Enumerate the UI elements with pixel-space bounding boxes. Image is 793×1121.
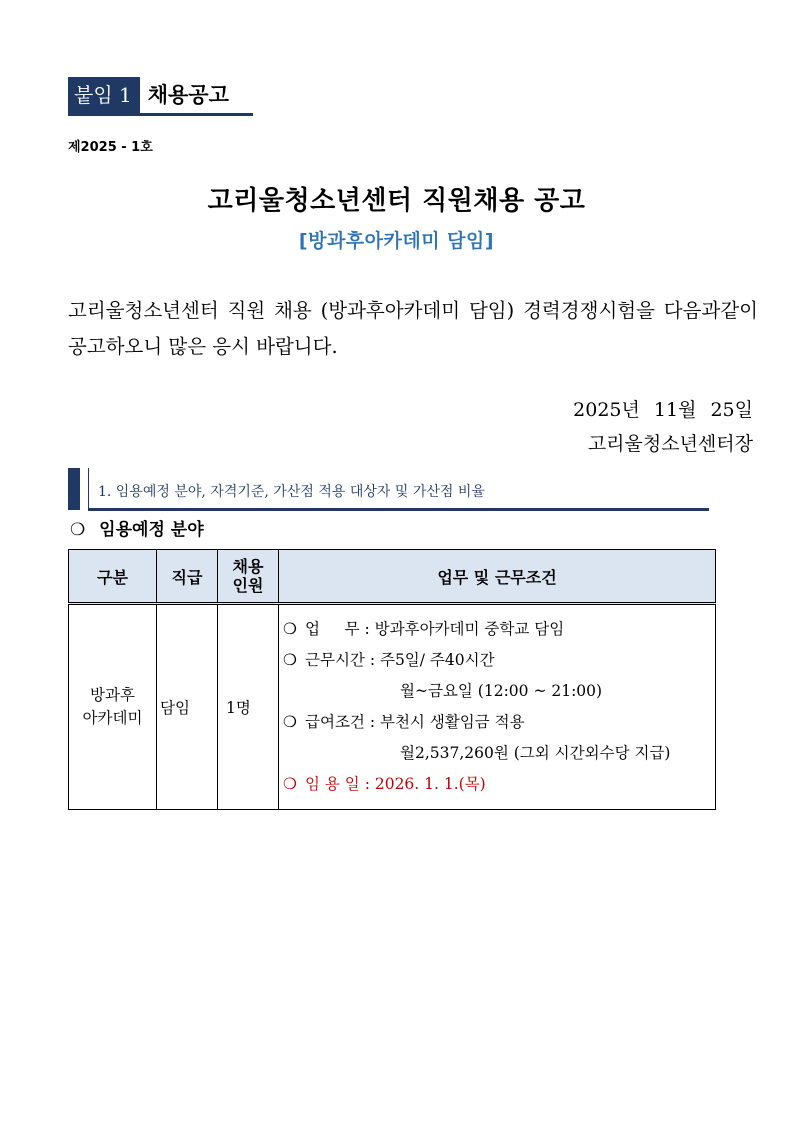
attachment-title: 채용공고 [147, 83, 229, 107]
duty-text: 급여조건 : 부천시 생활임금 적용 [305, 713, 525, 731]
document-number: 제2025 - 1호 [68, 140, 153, 155]
recruitment-table [68, 549, 716, 810]
table-header-row [69, 550, 716, 604]
attachment-underline [68, 113, 253, 116]
subsection-heading [70, 515, 204, 540]
cell-hires: 1명 [218, 604, 279, 810]
cell-grade: 담임 [157, 604, 218, 810]
duty-text: 근무시간 : 주5일/ 주40시간 [305, 651, 495, 669]
header-category: 구분 [69, 550, 157, 604]
header-duties: 업무 및 근무조건 [279, 550, 716, 604]
section-marker-bar [68, 468, 80, 510]
circle-bullet-icon: ❍ [283, 775, 297, 793]
cell-category [69, 604, 157, 810]
duty-text: 월2,537,260원 (그외 시간외수당 지급) [400, 744, 671, 762]
announcement-date: 2025년 11월 25일 [573, 399, 753, 421]
header-hires [218, 550, 279, 604]
duty-item-continued [283, 738, 715, 769]
duty-item [283, 707, 715, 738]
section-heading: 1. 임용예정 분야, 자격기준, 가산점 적용 대상자 및 가산점 비율 [98, 484, 485, 500]
intro-paragraph: 고리울청소년센터 직원 채용 (방과후아카데미 담임) 경력경쟁시험을 다음과같이 공고하오니 많은 응시 바랍니다. [68, 299, 758, 358]
duty-item [283, 614, 715, 645]
cell-duties [279, 604, 716, 810]
page-subtitle: [방과후아카데미 담임] [298, 230, 495, 252]
header-grade: 직급 [157, 550, 218, 604]
duty-item-continued [283, 676, 715, 707]
table-row [69, 604, 716, 810]
duty-item [283, 645, 715, 676]
page-title: 고리울청소년센터 직원채용 공고 [207, 186, 586, 216]
header-hires-line2: 인원 [232, 576, 264, 595]
duty-text: 업 무 : 방과후아카데미 중학교 담임 [305, 620, 565, 638]
category-line1: 방과후 [90, 686, 135, 704]
circle-bullet-icon: ❍ [283, 620, 297, 638]
circle-bullet-icon: ❍ [70, 520, 86, 540]
circle-bullet-icon: ❍ [283, 713, 297, 731]
duty-text: 임 용 일 : 2026. 1. 1.(목) [305, 775, 486, 793]
duty-item-start-date [283, 769, 715, 800]
category-line2: 아카데미 [82, 709, 143, 727]
attachment-label: 붙임 1 [68, 77, 140, 113]
duty-list [279, 606, 715, 808]
issuer-signature: 고리울청소년센터장 [587, 433, 753, 455]
subsection-label: 임용예정 분야 [99, 520, 204, 540]
header-hires-line1: 채용 [232, 557, 264, 576]
attachment-header [68, 77, 229, 113]
duty-text: 월~금요일 (12:00 ~ 21:00) [400, 682, 603, 700]
circle-bullet-icon: ❍ [283, 651, 297, 669]
